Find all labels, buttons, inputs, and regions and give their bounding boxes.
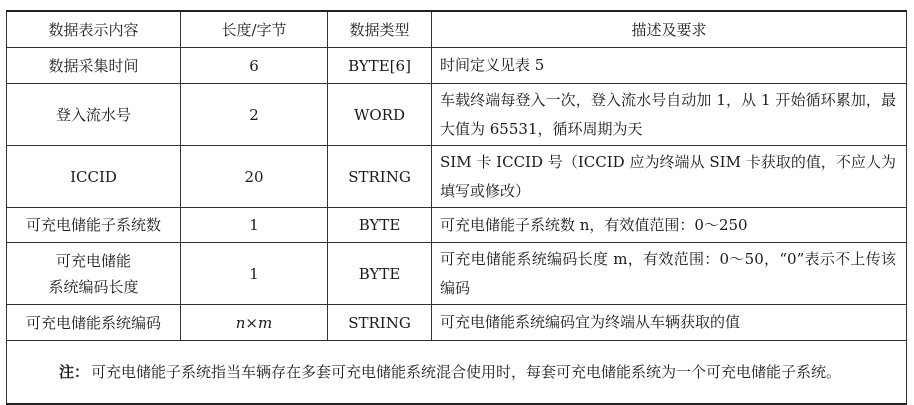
cell-length: 1 bbox=[181, 243, 328, 305]
cell-type: STRING bbox=[328, 305, 432, 341]
cell-content: 可充电储能系统编码 bbox=[7, 305, 181, 341]
cell-description: 可充电储能系统编码宜为终端从车辆获取的值 bbox=[432, 305, 907, 341]
cell-content: 登入流水号 bbox=[7, 84, 181, 146]
cell-description: SIM 卡 ICCID 号（ICCID 应为终端从 SIM 卡获取的值，不应人为填写或修改） bbox=[432, 146, 907, 208]
table-row bbox=[7, 208, 907, 243]
header-length: 长度/字节 bbox=[181, 11, 328, 48]
cell-content bbox=[7, 243, 181, 305]
note-label: 注： bbox=[59, 362, 90, 381]
cell-content-line: 可充电储能 bbox=[55, 251, 131, 270]
cell-type: BYTE bbox=[328, 243, 432, 305]
cell-type: STRING bbox=[328, 146, 432, 208]
table-row bbox=[7, 305, 907, 341]
table-row bbox=[7, 84, 907, 146]
table-row bbox=[7, 146, 907, 208]
cell-description: 车载终端每登入一次，登入流水号自动加 1，从 1 开始循环累加，最大值为 65531，循环周期为天 bbox=[432, 84, 907, 146]
table-row bbox=[7, 48, 907, 84]
cell-content: ICCID bbox=[7, 146, 181, 208]
cell-type: WORD bbox=[328, 84, 432, 146]
header-description: 描述及要求 bbox=[432, 11, 907, 48]
table-header-row bbox=[7, 11, 907, 48]
cell-length: 20 bbox=[181, 146, 328, 208]
data-spec-table bbox=[6, 10, 907, 405]
cell-length: n×m bbox=[181, 305, 328, 341]
header-type: 数据类型 bbox=[328, 11, 432, 48]
table-note bbox=[7, 341, 907, 405]
table-row bbox=[7, 243, 907, 305]
cell-type: BYTE bbox=[328, 208, 432, 243]
cell-description: 时间定义见表 5 bbox=[432, 48, 907, 84]
cell-description: 可充电储能子系统数 n，有效值范围：0～250 bbox=[432, 208, 907, 243]
cell-description: 可充电储能系统编码长度 m，有效范围：0～50，“0”表示不上传该编码 bbox=[432, 243, 907, 305]
cell-length: 6 bbox=[181, 48, 328, 84]
cell-type: BYTE[6] bbox=[328, 48, 432, 84]
header-content: 数据表示内容 bbox=[7, 11, 181, 48]
cell-length: 1 bbox=[181, 208, 328, 243]
note-text: 可充电储能子系统指当车辆存在多套可充电储能系统混合使用时，每套可充电储能系统为一个可充电储能子系统。 bbox=[91, 362, 842, 381]
cell-length: 2 bbox=[181, 84, 328, 146]
cell-content-line: 系统编码长度 bbox=[48, 277, 139, 296]
cell-content: 数据采集时间 bbox=[7, 48, 181, 84]
cell-content: 可充电储能子系统数 bbox=[7, 208, 181, 243]
table-note-row bbox=[7, 341, 907, 405]
